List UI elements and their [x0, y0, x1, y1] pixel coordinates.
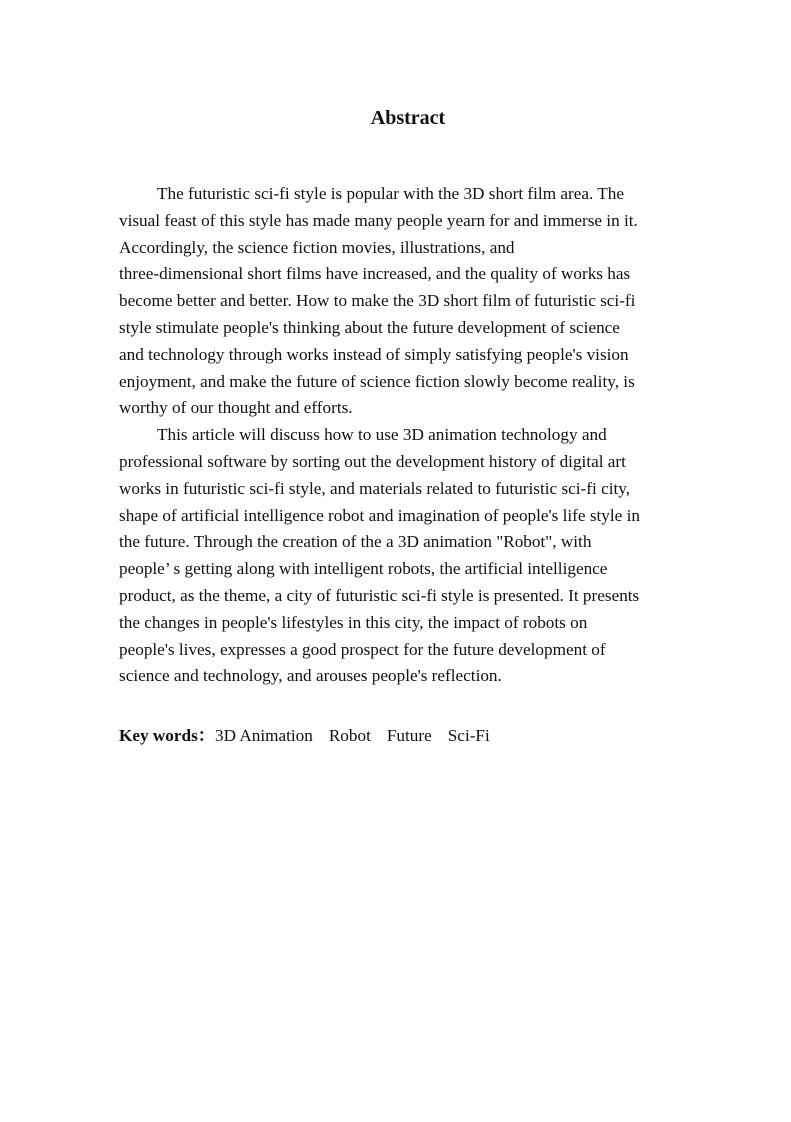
abstract-body: [119, 181, 691, 690]
keyword: Sci-Fi: [447, 726, 490, 745]
paragraph-line: people’ s getting along with intelligent robots, the artificial intelligence: [119, 559, 608, 579]
paragraph-line: professional software by sorting out the development history of digital art: [119, 451, 626, 471]
paragraph-line: become better and better. How to make the 3D short film of futuristic sci-fi: [119, 291, 636, 311]
keyword: 3D Animation: [214, 726, 313, 745]
paragraph-line: product, as the theme, a city of futuristic sci-fi style is presented. It presents: [119, 585, 640, 605]
keyword: Future: [386, 726, 432, 745]
paragraph-line: science and technology, and arouses people's reflection.: [119, 666, 502, 686]
paragraph-line: and technology through works instead of simply satisfying people's vision: [119, 344, 629, 364]
paragraph-line: the future. Through the creation of the a 3D animation "Robot", with: [119, 532, 592, 552]
paragraph-line: works in futuristic sci-fi style, and materials related to futuristic sci-fi city,: [119, 478, 631, 498]
paragraph-line: Accordingly, the science fiction movies, illustrations, and: [119, 237, 515, 257]
paragraph-line: The futuristic sci-fi style is popular with the 3D short film area. The: [157, 184, 624, 203]
paragraph-line: style stimulate people's thinking about the future development of science: [119, 317, 620, 337]
paragraph-line: the changes in people's lifestyles in this city, the impact of robots on: [119, 612, 588, 632]
paragraph-line: worthy of our thought and efforts.: [119, 398, 353, 418]
abstract-paragraph-1: [119, 181, 691, 422]
keywords-label: Key words：: [119, 726, 215, 745]
abstract-paragraph-2: [119, 422, 691, 690]
keywords-line: [119, 723, 506, 749]
paragraph-line: visual feast of this style has made many people yearn for and immerse in it.: [119, 210, 638, 230]
paragraph-line: people's lives, expresses a good prospect for the future development of: [119, 639, 606, 659]
paragraph-line: This article will discuss how to use 3D animation technology and: [157, 425, 607, 445]
paragraph-line: three-dimensional short films have increased, and the quality of works has: [119, 264, 631, 284]
keyword: Robot: [328, 726, 371, 745]
paragraph-line: shape of artificial intelligence robot and imagination of people's life style in: [119, 505, 640, 525]
paragraph-line: enjoyment, and make the future of science fiction slowly become reality, is: [119, 371, 635, 391]
abstract-title: Abstract: [370, 107, 446, 129]
